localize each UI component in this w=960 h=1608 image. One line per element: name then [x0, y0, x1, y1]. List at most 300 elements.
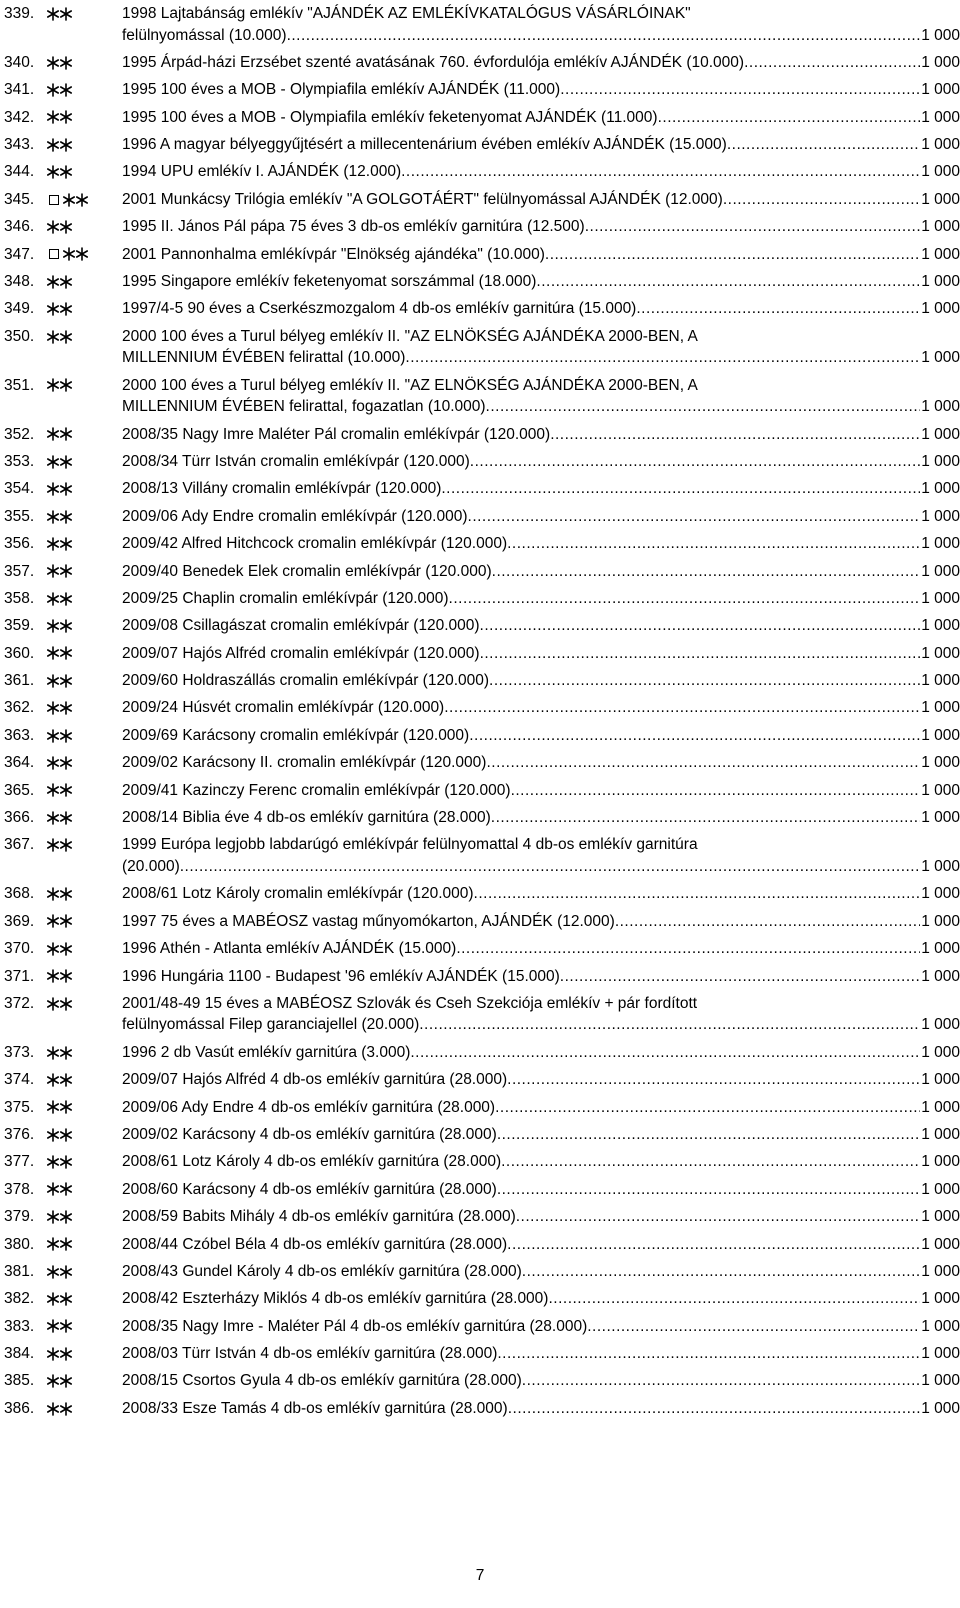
- description-text: 2009/06 Ady Endre 4 db-os emlékív garnitúra (28.000): [122, 1098, 496, 1116]
- item-price: 1 000: [921, 218, 960, 236]
- description-text: 1997 75 éves a MABÉOSZ vastag műnyomókarton, AJÁNDÉK (12.000): [122, 912, 615, 930]
- double-asterisk-icon: [47, 997, 73, 1011]
- item-description: [122, 1261, 960, 1283]
- description-line: [122, 1288, 960, 1310]
- list-item: [0, 1343, 960, 1365]
- item-number: 367.: [4, 836, 35, 854]
- double-asterisk-icon: [47, 674, 73, 688]
- item-description: [122, 938, 960, 960]
- dot-leader: [522, 1261, 920, 1283]
- item-number: 349.: [4, 300, 35, 318]
- description-text: 1996 A magyar bélyeggyűjtésért a millecentenárium évében emlékív AJÁNDÉK (15.000): [122, 136, 727, 154]
- description-text: 2008/61 Lotz Károly 4 db-os emlékív garnitúra (28.000): [122, 1153, 502, 1171]
- item-marks: [47, 993, 122, 1015]
- description-text: 1995 Árpád-házi Erzsébet szenté avatásának 760. évfordulója emlékív AJÁNDÉK (10.000): [122, 53, 745, 71]
- item-description: [122, 1042, 960, 1064]
- item-number: 346.: [4, 218, 35, 236]
- item-marks: [47, 533, 122, 555]
- item-number: 384.: [4, 1345, 35, 1363]
- description-line: [122, 1398, 960, 1420]
- description-line: [122, 1124, 960, 1146]
- double-asterisk-icon: [47, 56, 73, 70]
- item-description: [122, 643, 960, 665]
- item-price: 1 000: [921, 300, 960, 318]
- description-text: 2000 100 éves a Turul bélyeg emlékív II. "AZ ELNÖKSÉG AJÁNDÉKA 2000-BEN, A: [122, 376, 698, 394]
- description-text: 1999 Európa legjobb labdarúgó emlékívpár felülnyomattal 4 db-os emlékív garnitúra: [122, 836, 698, 854]
- description-line: [122, 615, 960, 637]
- item-number: 378.: [4, 1180, 35, 1198]
- page-number: 7: [475, 1567, 485, 1584]
- description-text: 2009/02 Karácsony II. cromalin emlékívpár (120.000): [122, 754, 487, 772]
- dot-leader: [508, 1398, 920, 1420]
- list-item: [0, 216, 960, 238]
- list-item: [0, 807, 960, 829]
- item-price: 1 000: [921, 967, 960, 985]
- item-marks: [47, 478, 122, 500]
- dot-leader: [497, 1124, 920, 1146]
- description-line: [122, 347, 960, 369]
- double-asterisk-icon: [47, 1073, 73, 1087]
- item-description: [122, 697, 960, 719]
- item-price: 1 000: [921, 1208, 960, 1226]
- item-marks: [47, 588, 122, 610]
- description-line: [122, 1069, 960, 1091]
- item-price: 1 000: [921, 1016, 960, 1034]
- item-number: 348.: [4, 273, 35, 291]
- square-outline-icon: [49, 249, 59, 259]
- item-number: 345.: [4, 190, 35, 208]
- item-marks: [47, 161, 122, 183]
- item-marks: [47, 107, 122, 129]
- list-item: [0, 533, 960, 555]
- list-item: [0, 1370, 960, 1392]
- item-description: [122, 1234, 960, 1256]
- description-line: [122, 856, 960, 878]
- item-number: 340.: [4, 53, 35, 71]
- item-price: 1 000: [921, 53, 960, 71]
- list-item: [0, 780, 960, 802]
- double-asterisk-icon: [47, 165, 73, 179]
- item-description: [122, 1206, 960, 1228]
- double-asterisk-icon: [47, 701, 73, 715]
- item-description: [122, 3, 960, 46]
- description-line: [122, 25, 960, 47]
- description-line: [122, 1179, 960, 1201]
- item-marks: [47, 271, 122, 293]
- description-text: 2009/06 Ady Endre cromalin emlékívpár (120.000): [122, 507, 468, 525]
- dot-leader: [401, 161, 920, 183]
- dot-leader: [548, 1288, 920, 1310]
- description-text: 2008/35 Nagy Imre Maléter Pál cromalin emlékívpár (120.000): [122, 425, 551, 443]
- list-item: [0, 697, 960, 719]
- description-line: [122, 670, 960, 692]
- double-asterisk-icon: [47, 138, 73, 152]
- item-number: 342.: [4, 108, 35, 126]
- item-price: 1 000: [921, 1125, 960, 1143]
- item-number: 373.: [4, 1043, 35, 1061]
- item-marks: [47, 216, 122, 238]
- list-item: [0, 1206, 960, 1228]
- dot-leader: [444, 697, 920, 719]
- list-item: [0, 615, 960, 637]
- item-price: 1 000: [921, 781, 960, 799]
- item-marks: [47, 1234, 122, 1256]
- dot-leader: [468, 506, 921, 528]
- double-asterisk-icon: [47, 427, 73, 441]
- double-asterisk-icon: [47, 537, 73, 551]
- description-text: 1998 Lajtabánság emlékív "AJÁNDÉK AZ EMLÉKÍVKATALÓGUS VÁSÁRLÓINAK": [122, 5, 691, 22]
- double-asterisk-icon: [47, 482, 73, 496]
- description-line: [122, 244, 960, 266]
- dot-leader: [474, 883, 921, 905]
- description-text: 1996 Athén - Atlanta emlékív AJÁNDÉK (15.000): [122, 940, 457, 958]
- list-item: [0, 3, 960, 46]
- item-price: 1 000: [921, 857, 960, 875]
- double-asterisk-icon: [47, 887, 73, 901]
- list-item: [0, 938, 960, 960]
- item-marks: [47, 725, 122, 747]
- item-marks: [47, 670, 122, 692]
- item-description: [122, 615, 960, 637]
- item-marks: [47, 326, 122, 348]
- item-description: [122, 326, 960, 369]
- list-item: [0, 244, 960, 266]
- dot-leader: [497, 1343, 920, 1365]
- item-price: 1 000: [921, 726, 960, 744]
- double-asterisk-icon: [47, 838, 73, 852]
- description-line: [122, 966, 960, 988]
- item-marks: [47, 189, 122, 211]
- description-line: [122, 697, 960, 719]
- item-number: 352.: [4, 425, 35, 443]
- list-item: [0, 993, 960, 1036]
- item-number: 385.: [4, 1372, 35, 1390]
- description-text: 2009/08 Csillagászat cromalin emlékívpár (120.000): [122, 617, 480, 635]
- description-line: [122, 1206, 960, 1228]
- list-item: [0, 1288, 960, 1310]
- double-asterisk-icon: [47, 1347, 73, 1361]
- item-number: 374.: [4, 1071, 35, 1089]
- item-marks: [47, 1316, 122, 1338]
- item-price: 1 000: [921, 912, 960, 930]
- dot-leader: [501, 1151, 920, 1173]
- item-marks: [47, 615, 122, 637]
- item-description: [122, 670, 960, 692]
- double-asterisk-icon: [47, 1265, 73, 1279]
- description-text: 2008/13 Villány cromalin emlékívpár (120.000): [122, 480, 442, 498]
- item-price: 1 000: [921, 1071, 960, 1089]
- item-number: 356.: [4, 535, 35, 553]
- dot-leader: [470, 451, 920, 473]
- item-price: 1 000: [921, 136, 960, 154]
- list-item: [0, 1261, 960, 1283]
- description-line: [122, 643, 960, 665]
- item-marks: [47, 1261, 122, 1283]
- description-line: [122, 911, 960, 933]
- double-asterisk-icon: [47, 83, 73, 97]
- item-description: [122, 1151, 960, 1173]
- dot-leader: [507, 1234, 920, 1256]
- item-price: 1 000: [921, 273, 960, 291]
- double-asterisk-icon: [47, 510, 73, 524]
- item-description: [122, 966, 960, 988]
- double-asterisk-icon: [47, 914, 73, 928]
- item-marks: [47, 911, 122, 933]
- item-number: 344.: [4, 163, 35, 181]
- item-description: [122, 834, 960, 877]
- item-description: [122, 993, 960, 1036]
- description-text: MILLENNIUM ÉVÉBEN felirattal (10.000): [122, 349, 406, 367]
- double-asterisk-icon: [47, 592, 73, 606]
- item-price: 1 000: [921, 1098, 960, 1116]
- item-description: [122, 1097, 960, 1119]
- dot-leader: [287, 25, 921, 47]
- double-asterisk-icon: [47, 220, 73, 234]
- description-text: 2000 100 éves a Turul bélyeg emlékív II. "AZ ELNÖKSÉG AJÁNDÉKA 2000-BEN, A: [122, 327, 698, 345]
- dot-leader: [723, 189, 920, 211]
- item-number: 381.: [4, 1262, 35, 1280]
- double-asterisk-icon: [47, 455, 73, 469]
- list-item: [0, 1069, 960, 1091]
- item-description: [122, 375, 960, 418]
- description-text: 2008/35 Nagy Imre - Maléter Pál 4 db-os emlékív garnitúra (28.000): [122, 1317, 588, 1335]
- item-description: [122, 1124, 960, 1146]
- item-description: [122, 298, 960, 320]
- item-price: 1 000: [921, 672, 960, 690]
- dot-leader: [587, 1316, 920, 1338]
- item-description: [122, 506, 960, 528]
- double-asterisk-icon: [47, 1319, 73, 1333]
- item-number: 363.: [4, 726, 35, 744]
- dot-leader: [550, 424, 920, 446]
- list-item: [0, 375, 960, 418]
- double-asterisk-icon: [63, 193, 89, 207]
- item-description: [122, 1179, 960, 1201]
- dot-leader: [658, 107, 921, 129]
- item-marks: [47, 451, 122, 473]
- item-price: 1 000: [921, 1290, 960, 1308]
- double-asterisk-icon: [47, 1374, 73, 1388]
- item-price: 1 000: [921, 535, 960, 553]
- dot-leader: [522, 1370, 920, 1392]
- description-text: 2001 Munkácsy Trilógia emlékív "A GOLGOTÁÉRT" felülnyomással AJÁNDÉK (12.000): [122, 190, 723, 208]
- item-price: 1 000: [921, 81, 960, 99]
- description-line: [122, 1014, 960, 1036]
- item-description: [122, 107, 960, 129]
- item-marks: [47, 79, 122, 101]
- item-marks: [47, 697, 122, 719]
- description-text: 2009/41 Kazinczy Ferenc cromalin emlékívpár (120.000): [122, 781, 511, 799]
- description-line: [122, 807, 960, 829]
- description-line: [122, 478, 960, 500]
- list-item: [0, 1151, 960, 1173]
- dot-leader: [727, 134, 920, 156]
- dot-leader: [516, 1206, 920, 1228]
- description-text: 2008/44 Czóbel Béla 4 db-os emlékív garnitúra (28.000): [122, 1235, 508, 1253]
- item-description: [122, 271, 960, 293]
- item-description: [122, 780, 960, 802]
- dot-leader: [486, 752, 920, 774]
- dot-leader: [456, 938, 920, 960]
- item-number: 361.: [4, 672, 35, 690]
- item-marks: [47, 1151, 122, 1173]
- item-description: [122, 79, 960, 101]
- item-description: [122, 911, 960, 933]
- item-number: 368.: [4, 885, 35, 903]
- double-asterisk-icon: [47, 783, 73, 797]
- double-asterisk-icon: [47, 1292, 73, 1306]
- item-description: [122, 588, 960, 610]
- item-marks: [47, 506, 122, 528]
- item-number: 372.: [4, 994, 35, 1012]
- description-text: felülnyomással Filep garanciajellel (20.000): [122, 1016, 420, 1034]
- item-number: 359.: [4, 617, 35, 635]
- double-asterisk-icon: [47, 1046, 73, 1060]
- item-description: [122, 561, 960, 583]
- item-number: 360.: [4, 644, 35, 662]
- description-line: [122, 189, 960, 211]
- double-asterisk-icon: [47, 1402, 73, 1416]
- item-price: 1 000: [921, 562, 960, 580]
- description-text: 2008/59 Babits Mihály 4 db-os emlékív garnitúra (28.000): [122, 1208, 516, 1226]
- list-item: [0, 271, 960, 293]
- dot-leader: [560, 966, 920, 988]
- description-text: 2009/69 Karácsony cromalin emlékívpár (120.000): [122, 726, 470, 744]
- description-line: [122, 993, 960, 1015]
- list-item: [0, 52, 960, 74]
- item-marks: [47, 807, 122, 829]
- description-text: 2009/60 Holdraszállás cromalin emlékívpár (120.000): [122, 672, 490, 690]
- item-description: [122, 1288, 960, 1310]
- double-asterisk-icon: [47, 7, 73, 21]
- item-number: 343.: [4, 136, 35, 154]
- description-line: [122, 298, 960, 320]
- dot-leader: [536, 271, 920, 293]
- item-price: 1 000: [921, 163, 960, 181]
- dot-leader: [449, 588, 921, 610]
- list-item: [0, 451, 960, 473]
- dot-leader: [495, 1097, 920, 1119]
- description-line: [122, 533, 960, 555]
- description-text: 2008/03 Türr István 4 db-os emlékív garnitúra (28.000): [122, 1345, 498, 1363]
- description-line: [122, 506, 960, 528]
- list-item: [0, 79, 960, 101]
- item-price: 1 000: [921, 108, 960, 126]
- item-marks: [47, 643, 122, 665]
- description-line: [122, 883, 960, 905]
- item-price: 1 000: [921, 1317, 960, 1335]
- description-text: 1996 Hungária 1100 - Budapest '96 emlékív AJÁNDÉK (15.000): [122, 967, 560, 985]
- description-line: [122, 3, 960, 25]
- dot-leader: [615, 911, 920, 933]
- item-marks: [47, 298, 122, 320]
- dot-leader: [507, 1069, 920, 1091]
- item-price: 1 000: [921, 480, 960, 498]
- list-item: [0, 506, 960, 528]
- double-asterisk-icon: [47, 330, 73, 344]
- description-text: 1994 UPU emlékív I. AJÁNDÉK (12.000): [122, 163, 402, 181]
- double-asterisk-icon: [47, 811, 73, 825]
- dot-leader: [180, 856, 920, 878]
- double-asterisk-icon: [47, 646, 73, 660]
- description-line: [122, 588, 960, 610]
- item-number: 339.: [4, 5, 35, 22]
- item-number: 357.: [4, 562, 35, 580]
- description-text: 1995 100 éves a MOB - Olympiafila emlékív feketenyomat AJÁNDÉK (11.000): [122, 108, 658, 126]
- item-number: 365.: [4, 781, 35, 799]
- item-description: [122, 52, 960, 74]
- description-line: [122, 1316, 960, 1338]
- item-marks: [47, 1206, 122, 1228]
- item-price: 1 000: [921, 26, 960, 44]
- item-description: [122, 1069, 960, 1091]
- item-description: [122, 478, 960, 500]
- description-line: [122, 271, 960, 293]
- double-asterisk-icon: [47, 1100, 73, 1114]
- item-description: [122, 244, 960, 266]
- description-line: [122, 561, 960, 583]
- dot-leader: [636, 298, 920, 320]
- description-text: 2008/60 Karácsony 4 db-os emlékív garnitúra (28.000): [122, 1180, 497, 1198]
- item-number: 341.: [4, 81, 35, 99]
- list-item: [0, 134, 960, 156]
- item-marks: [47, 1097, 122, 1119]
- description-line: [122, 216, 960, 238]
- list-item: [0, 1042, 960, 1064]
- description-line: [122, 1097, 960, 1119]
- item-number: 376.: [4, 1125, 35, 1143]
- list-item: [0, 911, 960, 933]
- description-text: 2009/07 Hajós Alfréd cromalin emlékívpár (120.000): [122, 644, 480, 662]
- item-number: 358.: [4, 589, 35, 607]
- item-number: 380.: [4, 1235, 35, 1253]
- description-text: 2009/24 Húsvét cromalin emlékívpár (120.000): [122, 699, 445, 717]
- item-marks: [47, 52, 122, 74]
- double-asterisk-icon: [47, 1210, 73, 1224]
- item-number: 355.: [4, 507, 35, 525]
- list-item: [0, 883, 960, 905]
- dot-leader: [492, 561, 921, 583]
- item-number: 386.: [4, 1399, 35, 1417]
- item-price: 1 000: [921, 507, 960, 525]
- item-marks: [47, 1124, 122, 1146]
- description-line: [122, 752, 960, 774]
- description-text: 1995 II. János Pál pápa 75 éves 3 db-os emlékív garnitúra (12.500): [122, 218, 585, 236]
- item-number: 371.: [4, 967, 35, 985]
- item-number: 377.: [4, 1153, 35, 1171]
- item-price: 1 000: [921, 699, 960, 717]
- item-price: 1 000: [921, 190, 960, 208]
- dot-leader: [507, 533, 920, 555]
- description-text: 2008/14 Biblia éve 4 db-os emlékív garnitúra (28.000): [122, 809, 491, 827]
- list-item: [0, 478, 960, 500]
- double-asterisk-icon: [47, 564, 73, 578]
- list-item: [0, 1124, 960, 1146]
- item-marks: [47, 244, 122, 266]
- item-number: 350.: [4, 327, 35, 345]
- list-item: [0, 752, 960, 774]
- item-description: [122, 807, 960, 829]
- item-price: 1 000: [921, 809, 960, 827]
- item-description: [122, 1343, 960, 1365]
- description-line: [122, 1261, 960, 1283]
- list-item: [0, 725, 960, 747]
- description-line: [122, 134, 960, 156]
- item-marks: [47, 1042, 122, 1064]
- item-description: [122, 725, 960, 747]
- description-text: 2008/43 Gundel Károly 4 db-os emlékív garnitúra (28.000): [122, 1262, 522, 1280]
- item-price: 1 000: [921, 617, 960, 635]
